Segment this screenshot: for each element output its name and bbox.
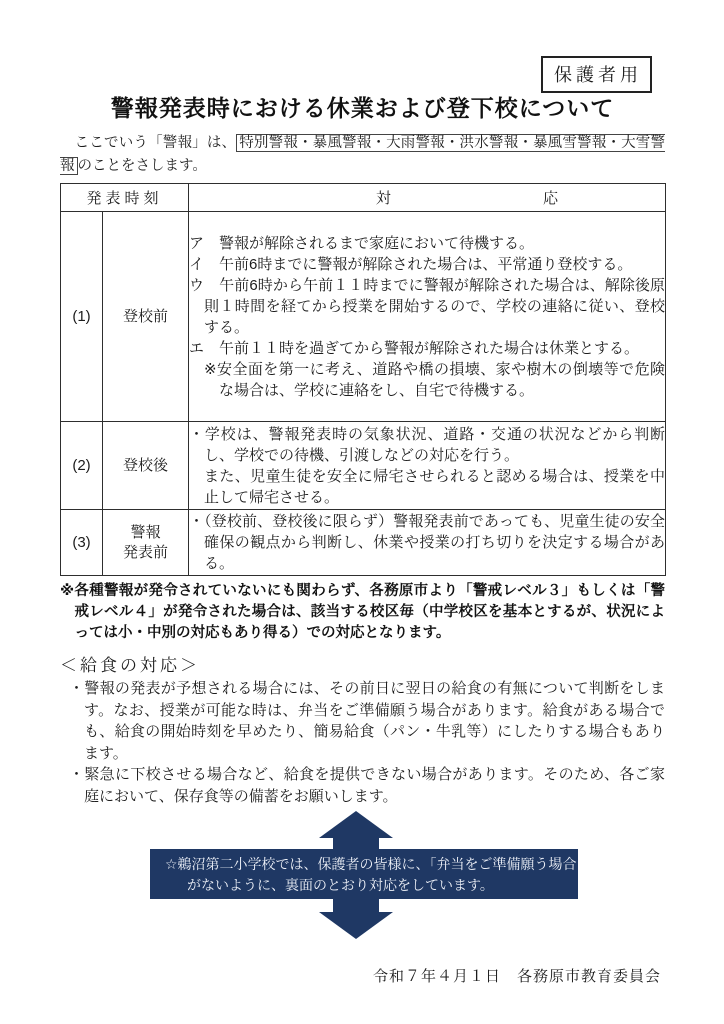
lunch-section-heading: ＜給食の対応＞	[60, 656, 200, 675]
table-header-row	[61, 184, 666, 212]
warning-types-box: 特別警報・暴風警報・大雨警報・洪水警報・暴風雪警報・大雪警報	[60, 135, 665, 174]
footer-date-org: 令和７年４月１日 各務原市教育委員会	[372, 968, 661, 985]
row1-time: 登校前	[103, 212, 189, 422]
row3-response	[189, 510, 666, 576]
down-arrow-stem	[333, 899, 379, 913]
row3-time-line1: 警報	[130, 523, 161, 541]
table-row	[61, 422, 666, 510]
row2-number: (2)	[61, 422, 103, 510]
row3-line1: ・（登校前、登校後に限らず）警報発表前であっても、児童生徒の安全確保の観点から判断し、休業や授業の打ち切りを決定する場合がある。	[189, 513, 666, 572]
school-notice-banner	[150, 849, 578, 899]
row3-number: (3)	[61, 510, 103, 576]
row2-response	[189, 422, 666, 510]
row1-item-i: イ 午前6時までに警報が解除された場合は、平常通り登校する。	[189, 255, 633, 273]
header-response	[189, 184, 666, 212]
lunch-bullet-1: ・警報の発表が予想される場合には、その前日に翌日の給食の有無について判断をします。なお、授業が可能な時は、弁当をご準備願う場合があります。給食がある場合でも、給食の開始時刻を早めたり、簡易給食（パン・牛乳等）にしたりする場合もあります。	[69, 680, 665, 762]
page-title: 警報発表時における休業および登下校について	[110, 95, 615, 121]
up-arrow-icon	[319, 811, 393, 838]
guardian-badge: 保護者用	[541, 56, 652, 93]
table-row	[61, 212, 666, 422]
banner-line2: がないように、裏面のとおり対応をしています。	[187, 877, 494, 893]
schedule-table	[60, 183, 666, 576]
row1-item-a: ア 警報が解除されるまで家庭において待機する。	[189, 234, 535, 252]
table-row	[61, 510, 666, 576]
row1-response	[189, 212, 666, 422]
row2-time: 登校後	[103, 422, 189, 510]
alert-level-note: ※各種警報が発令されていないにも関わらず、各務原市より「警戒レベル３」もしくは「警戒レベル４」が発令された場合は、該当する校区毎（中学校区を基本とするが、状況によっては小・中別の対応もあり得る）での対応となります。	[60, 583, 665, 641]
header-announcement-time: 発表時刻	[61, 184, 189, 212]
header-response-char2: 応	[543, 190, 563, 207]
row1-item-u: ウ 午前6時から午前１１時までに警報が解除された場合は、解除後原則１時間を経てから授業を開始するので、学校の連絡に従い、登校する。	[189, 276, 666, 336]
row2-line1: ・学校は、警報発表時の気象状況、道路・交通の状況などから判断し、学校での待機、引渡しなどの対応を行う。	[189, 425, 666, 464]
intro-prefix: ここでいう「警報」は、	[60, 135, 237, 151]
intro-text	[60, 132, 665, 178]
row3-time	[103, 510, 189, 576]
intro-suffix: のことをさします。	[77, 158, 207, 174]
down-arrow-icon	[319, 912, 393, 939]
row1-safety-note: ※安全面を第一に考え、道路や橋の損壊、家や樹木の倒壊等で危険な場合は、学校に連絡をし、自宅で待機する。	[204, 360, 666, 399]
row3-time-line2: 発表前	[123, 543, 169, 561]
row1-number: (1)	[61, 212, 103, 422]
banner-line1: ☆鵜沼第二小学校では、保護者の皆様に、「弁当をご準備願う場合	[165, 856, 577, 872]
header-response-char1: 対	[376, 190, 396, 207]
notice-arrow-graphic	[60, 811, 665, 941]
row2-line2: また、児童生徒を安全に帰宅させられると認める場合は、授業を中止して帰宅させる。	[204, 467, 666, 506]
lunch-bullet-2: ・緊急に下校させる場合など、給食を提供できない場合があります。そのため、各ご家庭において、保存食等の備蓄をお願いします。	[69, 766, 665, 805]
row1-item-e: エ 午前１１時を過ぎてから警報が解除された場合は休業とする。	[189, 339, 640, 357]
